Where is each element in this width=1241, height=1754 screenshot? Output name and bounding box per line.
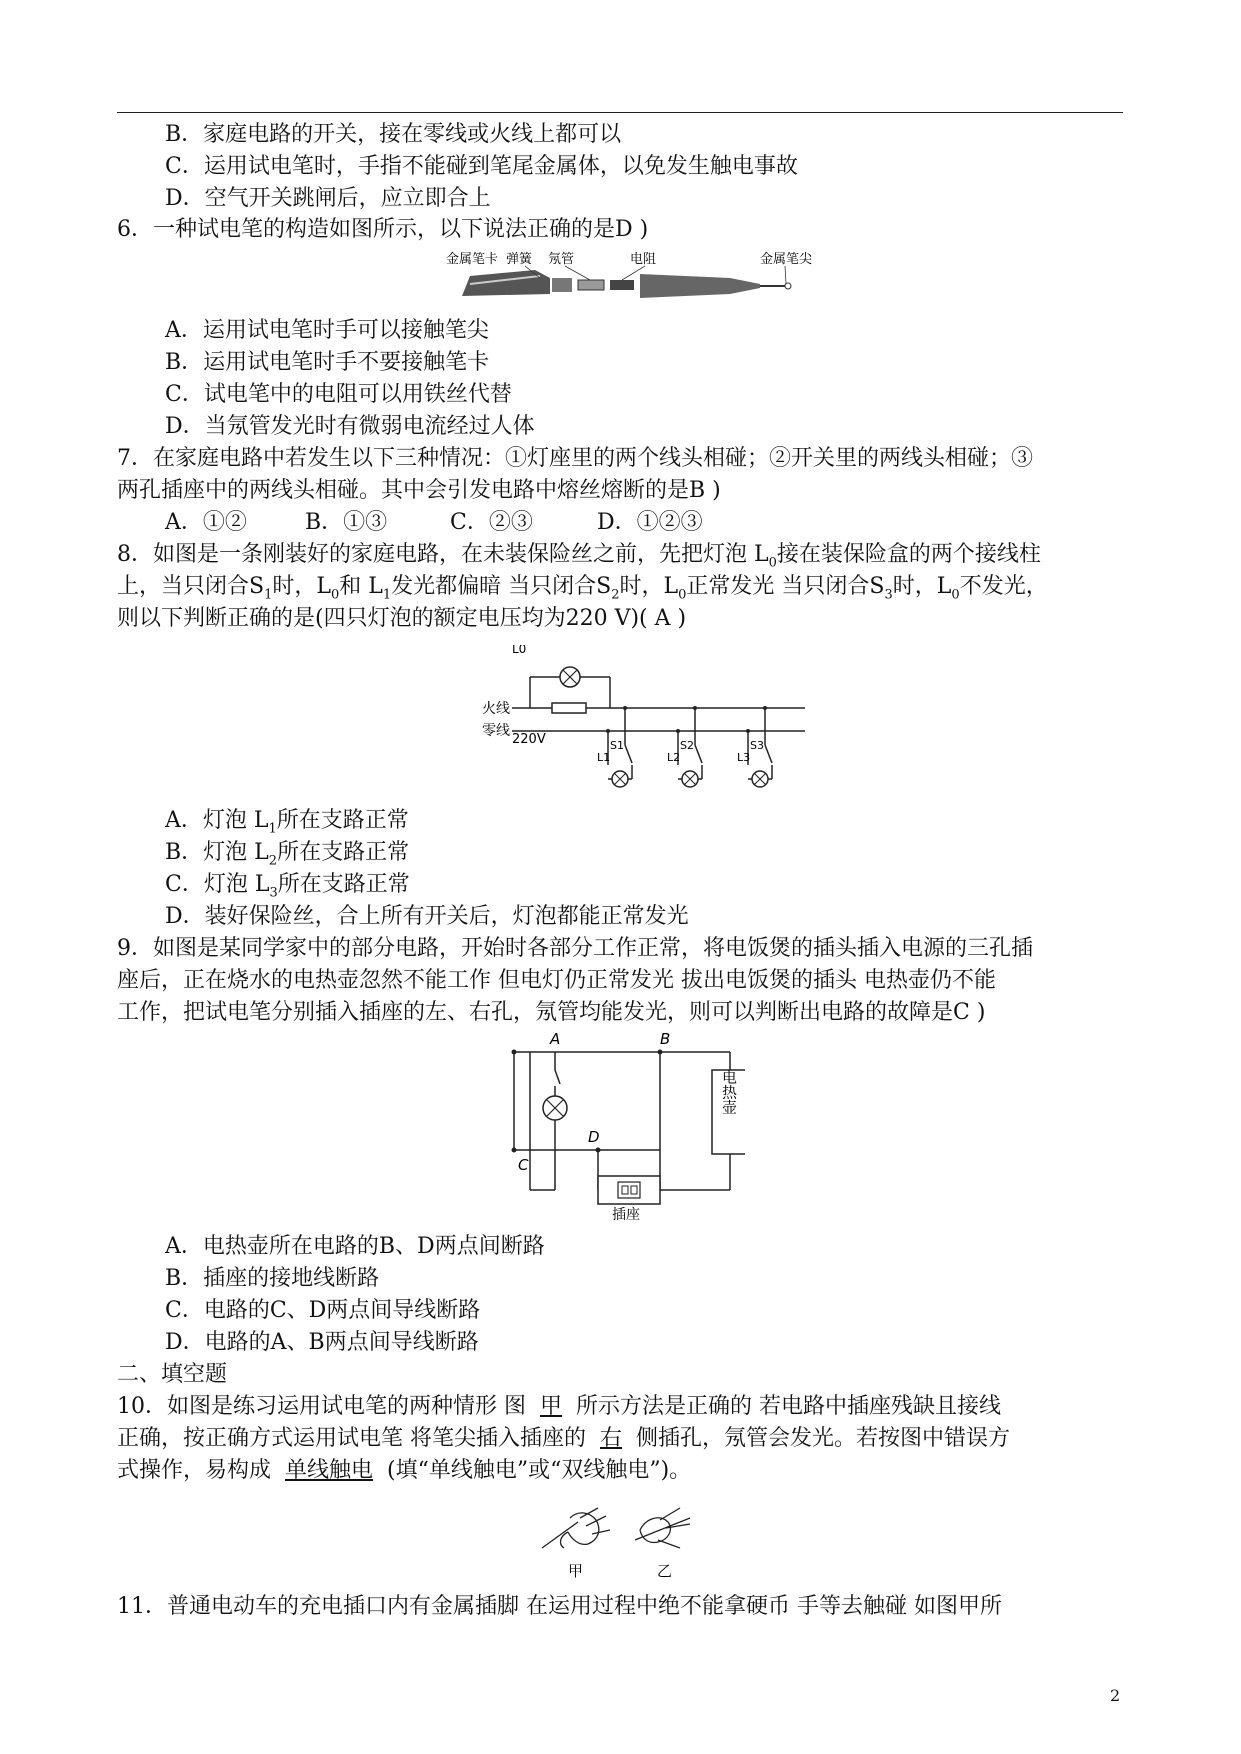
q9-option-b: B．插座的接地线断路 <box>165 1266 380 1291</box>
point-D: D <box>588 1128 600 1146</box>
branch-1 <box>597 706 632 787</box>
label-L1: L1 <box>597 751 611 764</box>
q5-option-c: C．运用试电笔时，手指不能碰到笔尾金属体，以免发生触电事故 <box>165 154 798 179</box>
label-kettle: 电热壶 <box>720 1069 738 1115</box>
q9-stem-line1: 9．如图是某同学家中的部分电路，开始时各部分工作正常，将电饭煲的插头插入电源的三孔插 <box>117 936 1034 961</box>
fig-label-neon-tube: 氖管 <box>548 252 575 267</box>
page-number: 2 <box>1110 1686 1121 1705</box>
q5-option-d: D．空气开关跳闸后，应立即合上 <box>165 186 491 211</box>
label-L2: L2 <box>667 751 681 764</box>
label-voltage: 220V <box>512 732 546 747</box>
q10-line3: 式操作，易构成 单线触电 (填“单线触电”或“双线触电”)。 <box>117 1458 692 1483</box>
q8-stem-line1: 8．如图是一条刚装好的家庭电路，在未装保险丝之前，先把灯泡 $L_0$接在装保险盒的两个接线柱 <box>117 542 1041 571</box>
section-heading: 二、填空题 <box>117 1362 228 1387</box>
q8-option-b: B．灯泡 $L_2$所在支路正常 <box>165 840 410 869</box>
branch-3 <box>737 706 772 787</box>
pen-body-shape <box>640 274 760 298</box>
q6-option-a: A．运用试电笔时手可以接触笔尖 <box>165 318 489 343</box>
q9-stem-line3: 工作，把试电笔分别插入插座的左、右孔，氖管均能发光，则可以判断出电路的故障是C ) <box>117 1000 986 1025</box>
q8-circuit-diagram <box>460 645 820 795</box>
q11-line1: 11．普通电动车的充电插口内有金属插脚 在运用过程中绝不能拿硬币 手等去触碰 如图甲所 <box>117 1594 1002 1619</box>
q8-stem-line2: 上，当只闭合$S_1$时，$L_0$和 $L_1$发光都偏暗 当只闭合$S_2$时，$L_0$正常发光 当只闭合$S_3$时，$L_0$不发光， <box>117 574 1048 603</box>
label-L0: L0 <box>512 645 527 656</box>
label-yi: 乙 <box>657 1562 673 1580</box>
q10-answer-2: 右 <box>600 1426 623 1451</box>
q6-stem: 6．一种试电笔的构造如图所示，以下说法正确的是D ) <box>117 217 649 242</box>
q10-hand-figure <box>540 1500 710 1582</box>
q9-option-a: A．电热壶所在电路的B、D两点间断路 <box>165 1234 545 1259</box>
fig-label-resistor: 电阻 <box>630 252 657 267</box>
point-A: A <box>550 1030 561 1048</box>
q9-option-c: C．电路的C、D两点间导线断路 <box>165 1298 481 1323</box>
q5-option-b: B．家庭电路的开关，接在零线或火线上都可以 <box>165 122 622 147</box>
label-live-wire: 火线 <box>482 701 510 717</box>
q8-stem-line3: 则以下判断正确的是(四只灯泡的额定电压均为220 V)( A ) <box>117 606 687 631</box>
q7-option-c: C．②③ <box>450 510 533 535</box>
hand-figure-yi <box>635 1508 690 1548</box>
q8-option-c: C．灯泡 $L_3$所在支路正常 <box>165 872 410 901</box>
q10-answer-3: 单线触电 <box>285 1458 374 1483</box>
fig-label-pen-clip: 金属笔卡 <box>446 252 499 267</box>
q7-option-b: B．①③ <box>305 510 388 535</box>
label-jia: 甲 <box>568 1562 584 1580</box>
q9-option-d: D．电路的A、B两点间导线断路 <box>165 1330 479 1355</box>
q7-option-a: A．①② <box>165 510 247 535</box>
q6-option-c: C．试电笔中的电阻可以用铁丝代替 <box>165 382 512 407</box>
label-neutral-wire: 零线 <box>482 723 510 739</box>
label-S3: S3 <box>750 739 764 752</box>
point-C: C <box>518 1156 529 1174</box>
lamp-switch <box>555 1070 560 1084</box>
point-B: B <box>660 1030 671 1048</box>
hand-figure-jia <box>542 1508 610 1548</box>
branch-2 <box>667 706 702 787</box>
header-rule <box>117 112 1123 113</box>
fig-label-pen-tip: 金属笔尖 <box>760 252 813 267</box>
label-socket: 插座 <box>612 1207 640 1220</box>
q8-option-d: D．装好保险丝，合上所有开关后，灯泡都能正常发光 <box>165 904 689 929</box>
q7-stem-line1: 7．在家庭电路中若发生以下三种情况：①灯座里的两个线头相碰；②开关里的两线头相碰；③ <box>117 446 1034 471</box>
q9-circuit-diagram <box>500 1030 745 1220</box>
q8-option-a: A．灯泡 $L_1$所在支路正常 <box>165 808 409 837</box>
label-S2: S2 <box>680 739 694 752</box>
q7-option-d: D．①②③ <box>597 510 703 535</box>
q10-line2: 正确，按正确方式运用试电笔 将笔尖插入插座的 右 侧插孔，氖管会发光。若按图中错误方 <box>117 1426 1011 1451</box>
fuse-box <box>552 703 586 713</box>
q6-option-b: B．运用试电笔时手不要接触笔卡 <box>165 350 490 375</box>
q9-stem-line2: 座后，正在烧水的电热壶忽然不能工作 但电灯仍正常发光 拔出电饭煲的插头 电热壶仍不能 <box>117 968 996 993</box>
label-L3: L3 <box>737 751 751 764</box>
label-S1: S1 <box>610 739 624 752</box>
q10-answer-1: 甲 <box>540 1394 563 1419</box>
tester-pen-figure <box>440 248 840 310</box>
fig-label-spring: 弹簧 <box>506 252 533 267</box>
q7-stem-line2: 两孔插座中的两线头相碰。其中会引发电路中熔丝熔断的是B ) <box>117 478 721 503</box>
q10-line1: 10．如图是练习运用试电笔的两种情形 图 甲 所示方法是正确的 若电路中插座残缺且接线 <box>117 1394 1002 1419</box>
q6-option-d: D．当氖管发光时有微弱电流经过人体 <box>165 414 535 439</box>
